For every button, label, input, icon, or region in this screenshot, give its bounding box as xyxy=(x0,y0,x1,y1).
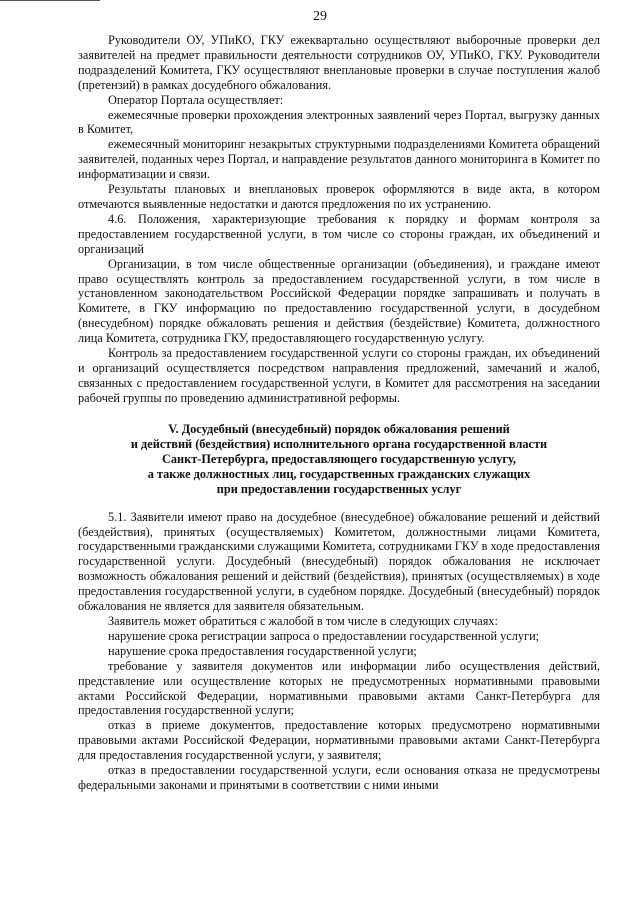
section-5-text xyxy=(78,510,600,793)
paragraph: Результаты плановых и внеплановых проверок оформляются в виде акта, в котором отмечаются выявленные недостатки и даются предложения по их устранению. xyxy=(78,182,600,211)
heading-line: при предоставлении государственных услуг xyxy=(216,481,462,496)
paragraph: Оператор Портала осуществляет: xyxy=(108,92,284,107)
scan-edge-line xyxy=(0,0,100,2)
heading-line: а также должностных лиц, государственных гражданских служащих xyxy=(147,466,531,481)
page-number: 29 xyxy=(313,9,327,24)
paragraph: Руководители ОУ, УПиКО, ГКУ ежеквартально осуществляют выборочные проверки дел заявителей на предмет правильности деятельности сотрудников ОУ, УПиКО, ГКУ. Руководители подразделений Комитета, ГКУ осуществляют внеплановые проверки в случае поступления жалоб (претензий) в рамках досудебного обжалования. xyxy=(78,33,600,92)
paragraph: Заявитель может обратиться с жалобой в том числе в следующих случаях: xyxy=(108,614,498,628)
paragraph: требование у заявителя документов или информации либо осуществления действий, представление или осуществление которых не предусмотренных нормативными правовыми актами Российской Федерации, нормативными правовыми актами Санкт-Петербурга для предоставления государственной услуги; xyxy=(78,658,600,718)
paragraph: 5.1. Заявители имеют право на досудебное (внесудебное) обжалование решений и действий (бездействия), принятых (осуществляемых) Комитетом, должностными лицами Комитета, государственными гражданскими служащими Комитета, сотрудниками ГКУ в ходе предоставления государственной услуги. Досудебный (внесудебный) порядок обжалования не исключает возможность обжалования решений и действий (бездействия), принятых (осуществляемых) в ходе предоставления государственной услуги, в судебном порядке. Досудебный (внесудебный) порядок обжалования не является для заявителя обязательным. xyxy=(78,509,600,614)
paragraph: Организации, в том числе общественные организации (объединения), и граждане имеют право осуществлять контроль за предоставлением государственной услуги, в том числе в установленном законодательством Российской Федерации порядке запрашивать и получать в Комитете, в ГКУ информацию по предоставлению государственной услуги, в досудебном (внесудебном) порядке обжаловать решения и действия (бездействие) Комитета, должностного лица Комитета, сотрудника ГКУ, предоставляющего государственную услугу. xyxy=(78,256,600,346)
paragraph: Контроль за предоставлением государственной услуги со стороны граждан, их объединений и организаций осуществляется посредством направления предложений, замечаний и жалоб, связанных с предоставлением государственной услуги, в Комитет для рассмотрения на заседании рабочей группы по проведению административной реформы. xyxy=(78,346,600,405)
paragraph: отказ в предоставлении государственной услуги, если основания отказа не предусмотрены федеральными законами и принятыми в соответствии с ними иными xyxy=(78,763,600,792)
heading-line: V. Досудебный (внесудебный) порядок обжалования решений xyxy=(168,421,510,436)
paragraph: 4.6. Положения, характеризующие требования к порядку и формам контроля за предоставлением государственной услуги, в том числе со стороны граждан, их объединений и организаций xyxy=(78,211,600,256)
document-body xyxy=(78,33,600,793)
paragraph: нарушение срока регистрации запроса о предоставлении государственной услуги; xyxy=(108,628,540,643)
paragraph: отказ в приеме документов, предоставление которых предусмотрено нормативными правовыми актами Российской Федерации, нормативными правовыми актами Санкт-Петербурга для предоставления государственной услуги, у заявителя; xyxy=(78,718,600,763)
paragraph: нарушение срока предоставления государственной услуги; xyxy=(108,643,417,658)
paragraph: ежемесячные проверки прохождения электронных заявлений через Портал, выгрузку данных в Комитет, xyxy=(78,107,600,137)
paragraph: ежемесячный мониторинг незакрытых структурными подразделениями Комитета обращений заявителей, поданных через Портал, и направдение результатов данного мониторинга в Комитет по информатизации и связи. xyxy=(78,137,600,182)
heading-line: и действий (бездействия) исполнительного органа государственной власти xyxy=(130,436,548,451)
section-5-heading xyxy=(78,422,600,497)
heading-line: Санкт-Петербурга, предоставляющего государственную услугу, xyxy=(162,451,516,466)
section-4-text xyxy=(78,33,600,406)
